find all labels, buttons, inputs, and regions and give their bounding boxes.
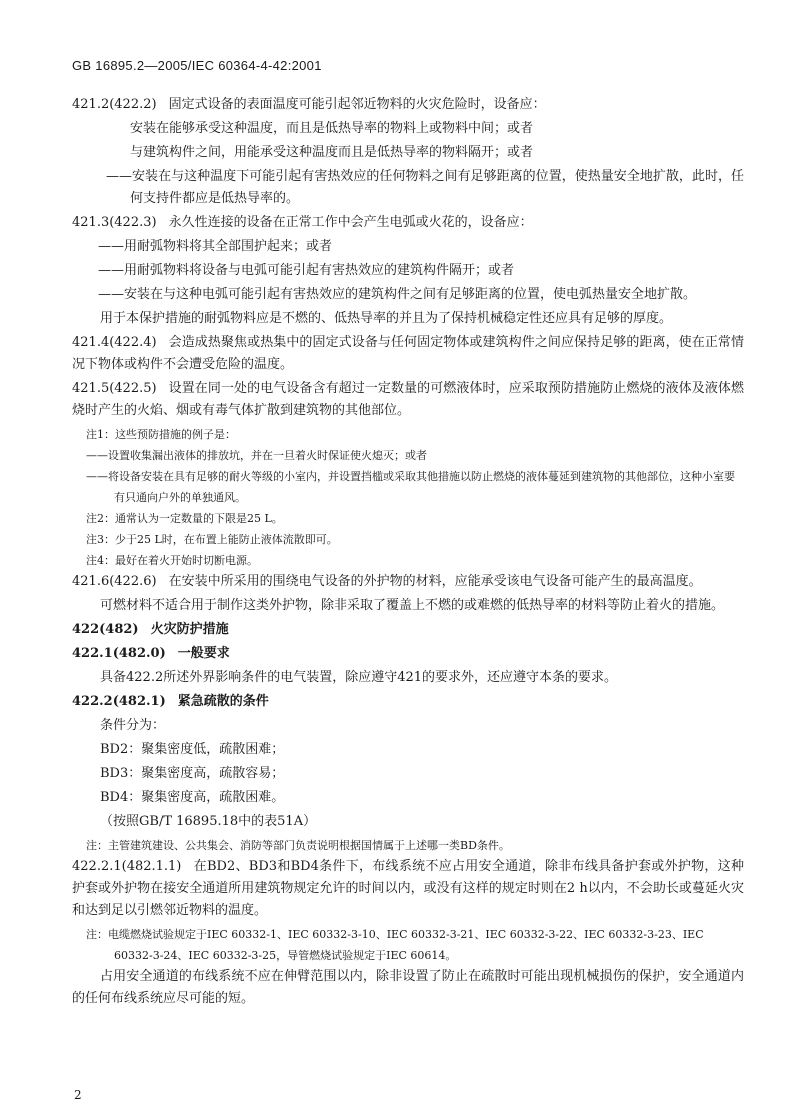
list-item: 与建筑构件之间，用能承受这种温度而且是低热导率的物料隔开；或者 xyxy=(130,145,534,160)
note-line: 注2：通常认为一定数量的下限是25 L。 xyxy=(86,512,283,525)
paragraph: 可燃材料不适合用于制作这类外护物，除非采取了覆盖上不燃的或难燃的低热导率的材料等防止着火的措施。 xyxy=(100,598,725,613)
clause-number: 422.2(482.1) xyxy=(72,694,166,709)
clause-number: 422.2.1(482.1.1) xyxy=(72,859,182,874)
clause-421-3 xyxy=(72,212,744,234)
notes-block xyxy=(72,424,744,571)
clause-title: 紧急疏散的条件 xyxy=(177,694,269,709)
condition-line: BD4：聚集密度高，疏散困难。 xyxy=(100,790,285,805)
clause-text: 设置在同一处的电气设备含有超过一定数量的可燃液体时，应采取预防措施防止燃烧的液体及液体燃烧时产生的火焰、烟或有毒气体扩散到建筑物的其他部位。 xyxy=(72,381,744,418)
list-item: 安装在能够承受这种温度，而且是低热导率的物料上或物料中间；或者 xyxy=(130,121,534,136)
clause-422-1-heading xyxy=(72,643,744,665)
clause-number: 422(482) xyxy=(72,622,139,637)
list-item: ——安装在与这种温度下可能引起有害热效应的任何物料之间有足够距离的位置，使热量安全地扩散，此时，任何支持件都应是低热导率的。 xyxy=(106,169,744,206)
note-line: 注3：少于25 L时，在布置上能防止液体流散即可。 xyxy=(86,533,338,546)
condition-line: BD3：聚集密度高，疏散容易； xyxy=(100,766,285,781)
list-item: ——用耐弧物料将其全部围护起来；或者 xyxy=(98,239,333,254)
note-line: 注4：最好在着火开始时切断电源。 xyxy=(86,554,258,567)
section-title: 火灾防护措施 xyxy=(150,622,229,637)
clause-421-4 xyxy=(72,332,744,376)
section-422-heading xyxy=(72,619,744,641)
clause-number: 421.2(422.2) xyxy=(72,97,157,112)
clause-number: 421.5(422.5) xyxy=(72,381,157,396)
clause-422-2-heading xyxy=(72,691,744,713)
note-line: 注1：这些预防措施的例子是： xyxy=(86,428,236,441)
clause-text: 固定式设备的表面温度可能引起邻近物料的火灾危险时，设备应： xyxy=(168,97,546,112)
note-line: ——将设备安装在具有足够的耐火等级的小室内，并设置挡槛或采取其他措施以防止燃烧的液体蔓延到建筑物的其他部位，这种小室要有只通向户外的单独通风。 xyxy=(86,470,735,504)
note-line: ——设置收集漏出液体的排放坑，并在一旦着火时保证使火熄灭；或者 xyxy=(86,449,427,462)
page-number: 2 xyxy=(74,1088,82,1102)
condition-line: BD2：聚集密度低，疏散困难； xyxy=(100,742,285,757)
condition-line: （按照GB/T 16895.18中的表51A） xyxy=(100,814,317,829)
clause-number: 422.1(482.0) xyxy=(72,646,166,661)
clause-text: 在安装中所采用的围绕电气设备的外护物的材料，应能承受该电气设备可能产生的最高温度。 xyxy=(168,574,702,589)
list-item: ——安装在与这种电弧可能引起有害热效应的建筑构件之间有足够距离的位置，使电弧热量安全地扩散。 xyxy=(98,287,697,302)
clause-title: 一般要求 xyxy=(177,646,230,661)
clause-text: 永久性连接的设备在正常工作中会产生电弧或火花的，设备应： xyxy=(168,215,533,230)
clause-421-6 xyxy=(72,571,744,593)
paragraph: 用于本保护措施的耐弧物料应是不燃的、低热导率的并且为了保持机械稳定性还应具有足够的厚度。 xyxy=(100,311,673,326)
clause-422-2-1 xyxy=(72,856,744,922)
note-block xyxy=(72,835,744,856)
clause-number: 421.6(422.6) xyxy=(72,574,157,589)
note-block xyxy=(72,924,744,966)
clause-text: 在BD2、BD3和BD4条件下，布线系统不应占用安全通道，除非布线具备护套或外护物，这种护套或外护物在接安全通道所用建筑物规定允许的时间以内，或没有这样的规定时则在2 h以内，不会助长或蔓延火灾和达到足以引燃邻近物料的温度。 xyxy=(72,859,744,918)
clause-number: 421.4(422.4) xyxy=(72,335,157,350)
note-line: 注：主管建筑建设、公共集会、消防等部门负责说明根据国情属于上述哪一类BD条件。 xyxy=(86,839,510,852)
paragraph: 具备422.2所述外界影响条件的电气装置，除应遵守421的要求外，还应遵守本条的要求。 xyxy=(100,670,618,685)
note-line: 注：电缆燃烧试验规定于IEC 60332-1、IEC 60332-3-10、IEC 60332-3-21、IEC 60332-3-22、IEC 60332-3-23、IEC 60332-3-24、IEC 60332-3-25，导管燃烧试验规定于IEC 60614。 xyxy=(86,928,704,962)
paragraph: 占用安全通道的布线系统不应在伸臂范围以内，除非设置了防止在疏散时可能出现机械损伤的保护，安全通道内的任何布线系统应尽可能的短。 xyxy=(72,969,744,1006)
document-body xyxy=(72,94,744,1012)
clause-text: 会造成热聚焦或热集中的固定式设备与任何固定物体或建筑构件之间应保持足够的距离，使在正常情况下物体或构件不会遭受危险的温度。 xyxy=(72,335,744,372)
condition-line: 条件分为： xyxy=(100,718,166,733)
clause-421-2 xyxy=(72,94,744,116)
clause-number: 421.3(422.3) xyxy=(72,215,157,230)
clause-421-5 xyxy=(72,378,744,422)
standard-header: GB 16895.2—2005/IEC 60364-4-42:2001 xyxy=(72,58,322,73)
list-item: ——用耐弧物料将设备与电弧可能引起有害热效应的建筑构件隔开；或者 xyxy=(98,263,515,278)
